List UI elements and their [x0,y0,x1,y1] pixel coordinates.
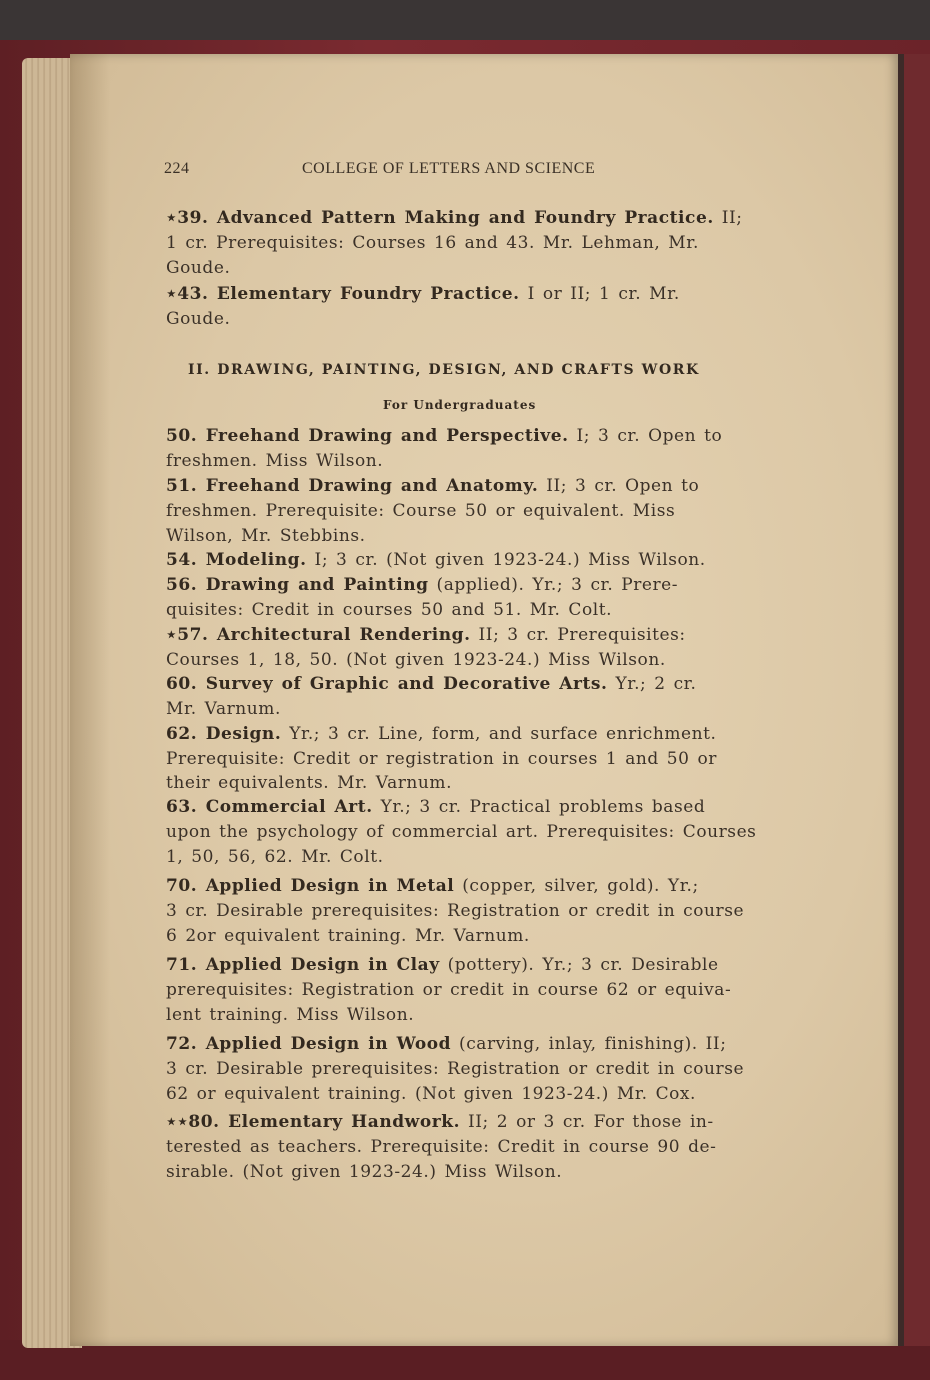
text-line: 1, 50, 56, 62. Mr. Colt. [166,847,384,867]
text-line: 63. Commercial Art. Yr.; 3 cr. Practical problems based [166,797,706,817]
text-line: 6 2or equivalent training. Mr. Varnum. [166,926,530,946]
running-header [164,160,804,186]
page-number: 224 [164,160,190,177]
text-line: 51. Freehand Drawing and Anatomy. II; 3 cr. Open to [166,476,700,496]
text-line: ⋆⋆80. Elementary Handwork. II; 2 or 3 cr. For those in- [166,1112,714,1132]
text-line: ⋆57. Architectural Rendering. II; 3 cr. Prerequisites: [166,625,686,645]
text-line: prerequisites: Registration or credit in course 62 or equiva- [166,980,732,1000]
spine-shadow [70,54,110,1346]
text-line: sirable. (Not given 1923-24.) Miss Wilson. [166,1162,563,1182]
text-line: 1 cr. Prerequisites: Courses 16 and 43. Mr. Lehman, Mr. [166,233,699,253]
text-line: quisites: Credit in courses 50 and 51. Mr. Colt. [166,600,613,620]
text-line: Goude. [166,258,231,278]
running-title: COLLEGE OF LETTERS AND SCIENCE [302,160,596,177]
text-line: 72. Applied Design in Wood (carving, inlay, finishing). II; [166,1034,727,1054]
text-line: 71. Applied Design in Clay (pottery). Yr.; 3 cr. Desirable [166,955,719,975]
text-line: their equivalents. Mr. Varnum. [166,773,453,793]
text-line: 60. Survey of Graphic and Decorative Arts. Yr.; 2 cr. [166,674,697,694]
book-right-strip [898,54,904,1346]
text-line: Wilson, Mr. Stebbins. [166,526,366,546]
text-line: 50. Freehand Drawing and Perspective. I; 3 cr. Open to [166,426,723,446]
text-line: terested as teachers. Prerequisite: Credit in course 90 de- [166,1137,717,1157]
text-line: 3 cr. Desirable prerequisites: Registration or credit in course [166,1059,745,1079]
text-line: 70. Applied Design in Metal (copper, silver, gold). Yr.; [166,876,699,896]
section-subheading: For Undergraduates [383,398,537,412]
text-line: lent training. Miss Wilson. [166,1005,415,1025]
text-line: 62 or equivalent training. (Not given 1923-24.) Mr. Cox. [166,1084,697,1104]
text-line: upon the psychology of commercial art. Prerequisites: Courses [166,822,757,842]
background-top [0,0,930,40]
section-heading: II. DRAWING, PAINTING, DESIGN, AND CRAFTS WORK [188,362,700,378]
text-line: 3 cr. Desirable prerequisites: Registration or credit in course [166,901,745,921]
text-line: Mr. Varnum. [166,699,281,719]
text-line: ⋆39. Advanced Pattern Making and Foundry Practice. II; [166,208,743,228]
text-line: Goude. [166,309,231,329]
text-line: 56. Drawing and Painting (applied). Yr.; 3 cr. Prere- [166,575,679,595]
text-line: freshmen. Miss Wilson. [166,451,384,471]
text-line: 54. Modeling. I; 3 cr. (Not given 1923-24.) Miss Wilson. [166,550,706,570]
book-cover-bottom [0,1340,930,1380]
text-line: 62. Design. Yr.; 3 cr. Line, form, and surface enrichment. [166,724,717,744]
text-line: Courses 1, 18, 50. (Not given 1923-24.) Miss Wilson. [166,650,666,670]
text-line: ⋆43. Elementary Foundry Practice. I or II; 1 cr. Mr. [166,284,680,304]
text-line: Prerequisite: Credit or registration in courses 1 and 50 or [166,749,717,769]
text-line: freshmen. Prerequisite: Course 50 or equivalent. Miss [166,501,676,521]
